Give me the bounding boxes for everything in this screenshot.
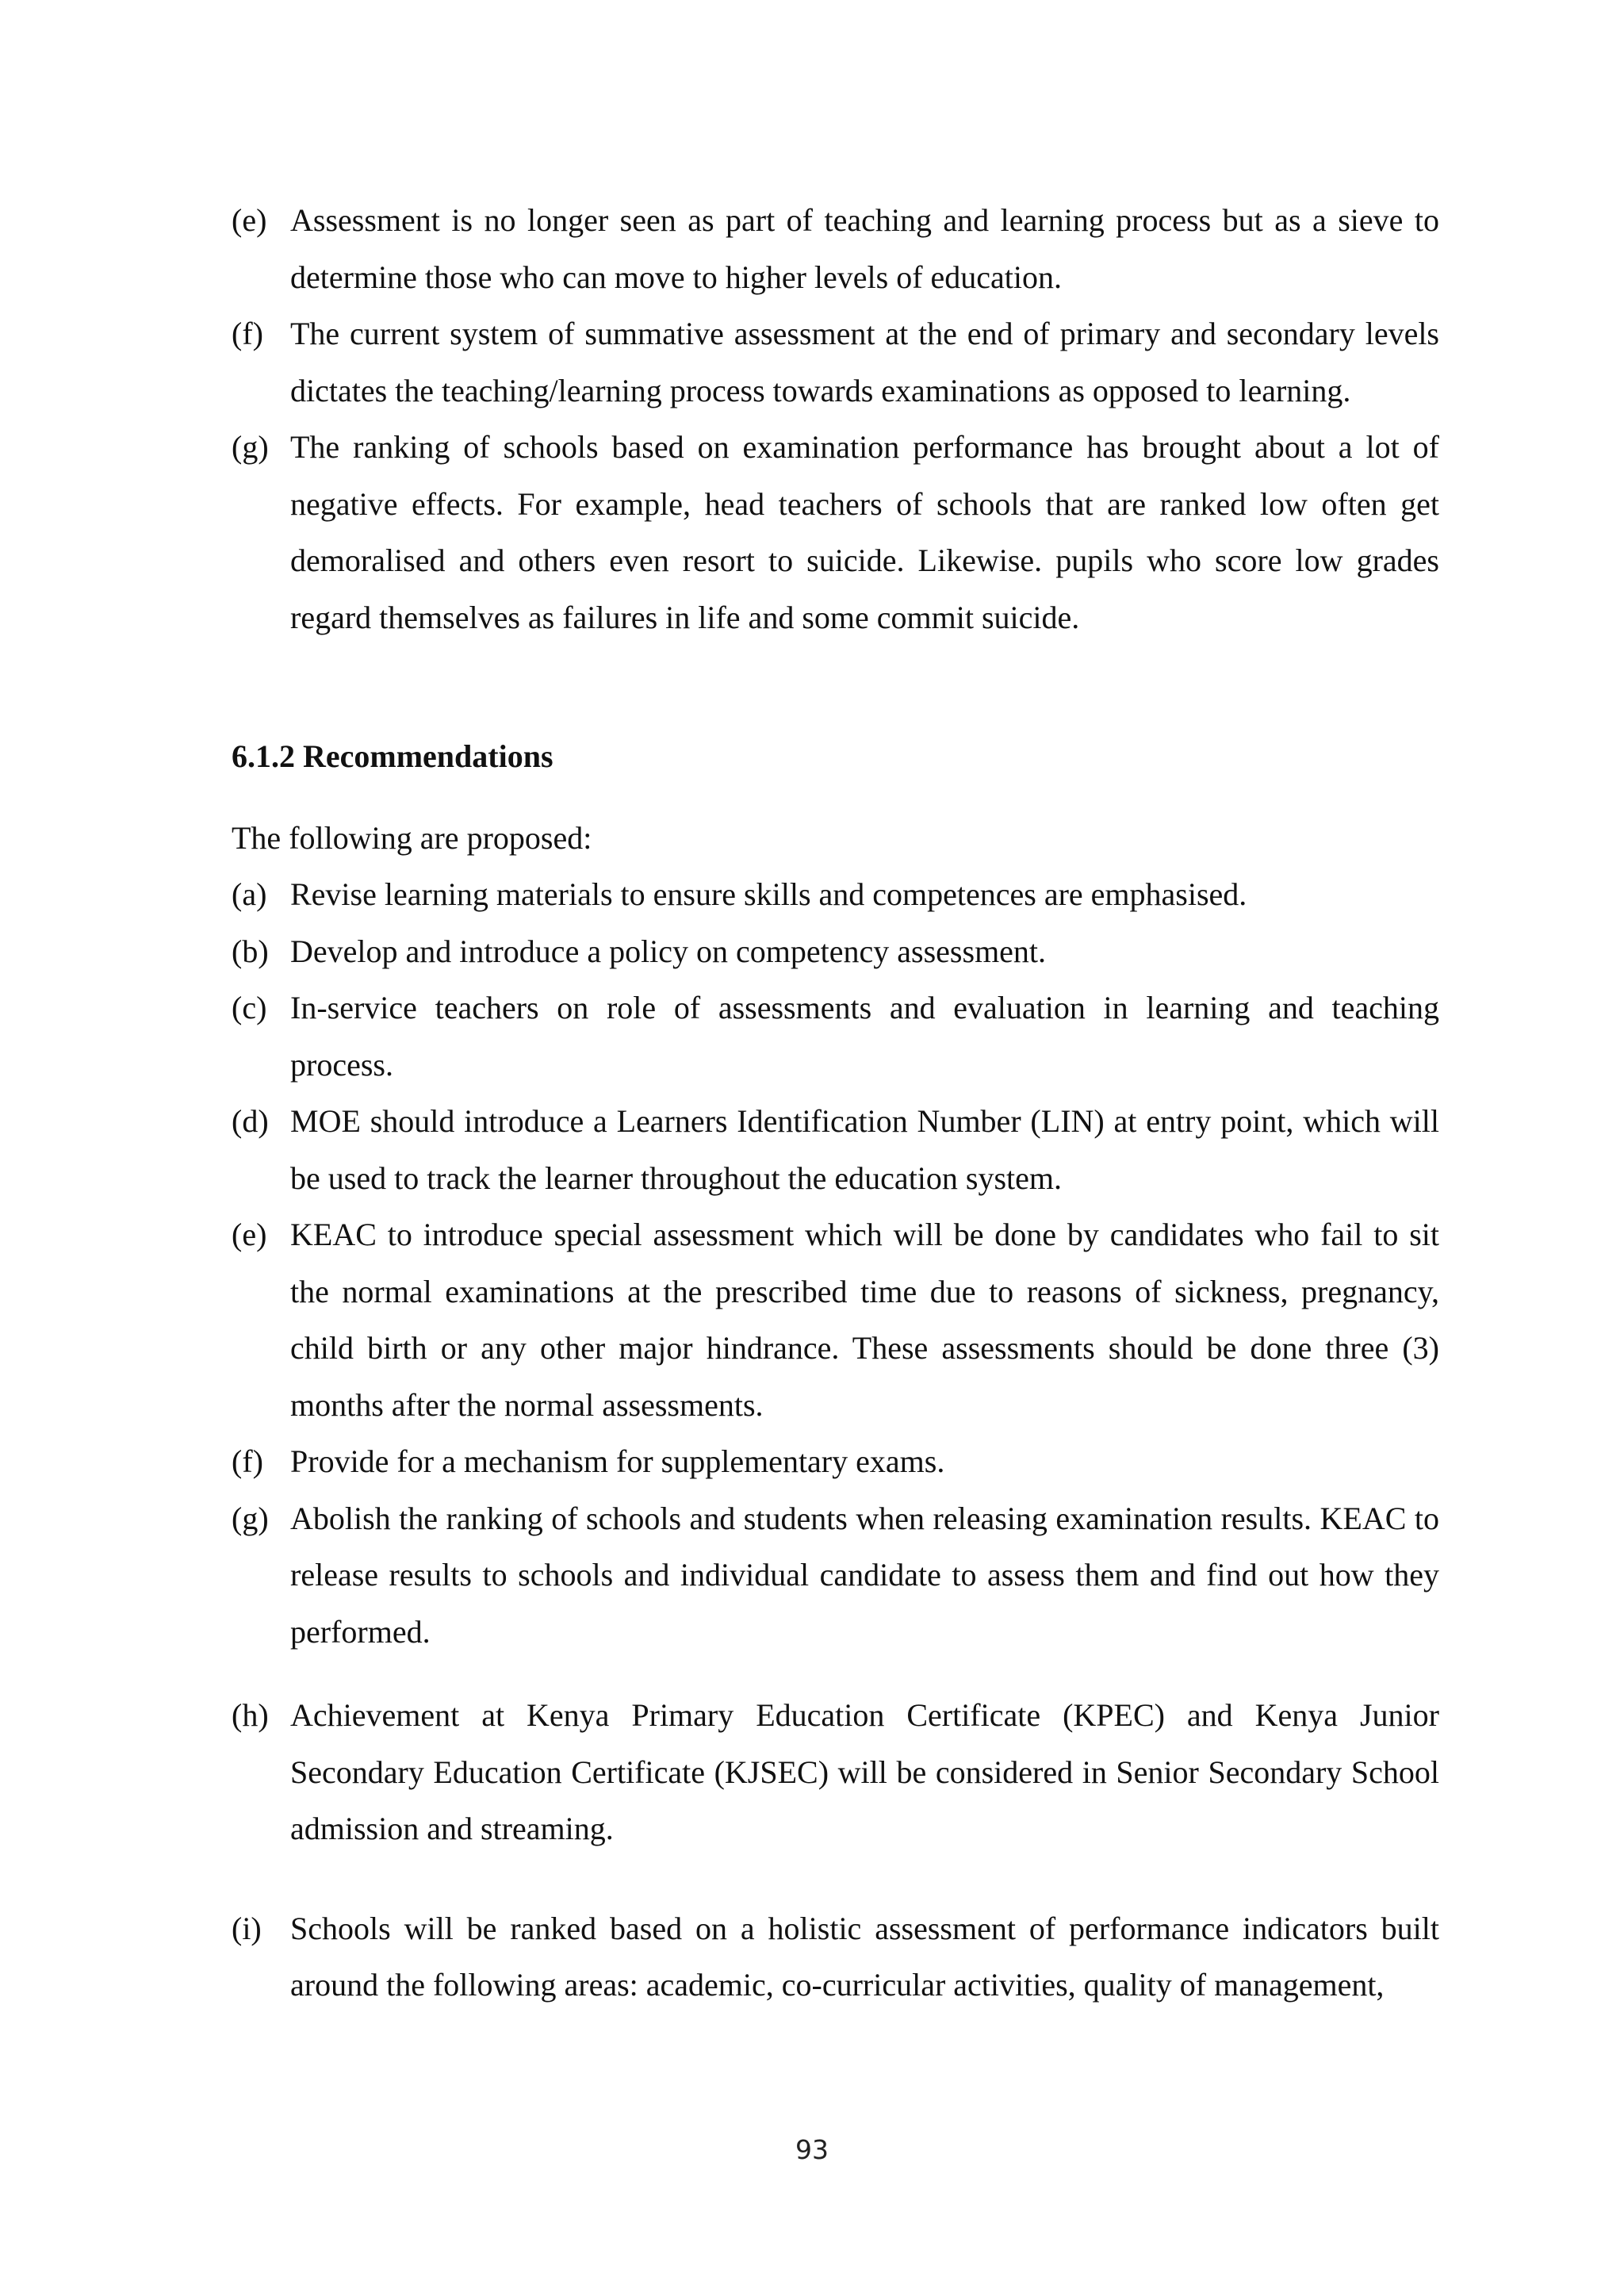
list-label: (f): [232, 316, 263, 351]
list-text: Abolish the ranking of schools and students when releasing examination results. KEAC to release results to schools and individual candidate to assess them and find out how they performed.: [290, 1500, 1439, 1650]
list-text: The ranking of schools based on examination performance has brought about a lot of negative effects. For example, head teachers of schools that are ranked low often get demoralised and others even resort to suicide. Likewise. pupils who score low grades regard themselves as failures in life and some commit suicide.: [290, 429, 1439, 635]
list-text: Achievement at Kenya Primary Education Certificate (KPEC) and Kenya Junior Secondary Education Certificate (KJSEC) will be considered in Senior Secondary School admission and streaming.: [290, 1697, 1439, 1846]
list-label: (g): [232, 1500, 269, 1536]
section-intro: The following are proposed:: [232, 819, 592, 856]
list-label: (d): [232, 1103, 269, 1139]
finding-item-e: [232, 192, 1439, 305]
list-text: MOE should introduce a Learners Identification Number (LIN) at entry point, which will be used to track the learner throughout the education system.: [290, 1103, 1439, 1196]
recommendation-item-d: [232, 1093, 1439, 1206]
recommendation-item-g: [232, 1490, 1439, 1661]
list-label: (f): [232, 1443, 263, 1479]
list-label: (g): [232, 429, 269, 465]
list-label: (i): [232, 1910, 262, 1946]
page-content: [232, 192, 1439, 2014]
page-number: 93: [795, 2134, 829, 2165]
recommendation-item-h: [232, 1687, 1439, 1857]
list-text: Schools will be ranked based on a holistic assessment of performance indicators built around the following areas: academic, co-curricular activities, quality of management,: [290, 1910, 1439, 2003]
list-text: The current system of summative assessment at the end of primary and secondary levels dictates the teaching/learning process towards examinations as opposed to learning.: [290, 316, 1439, 408]
recommendation-item-f: [232, 1433, 1439, 1490]
list-label: (h): [232, 1697, 269, 1733]
section-heading: 6.1.2 Recommendations: [232, 738, 553, 774]
recommendation-item-i: [232, 1900, 1439, 2014]
recommendation-item-b: [232, 923, 1439, 980]
list-text: Develop and introduce a policy on competency assessment.: [290, 933, 1047, 969]
finding-item-g: [232, 419, 1439, 646]
list-text: Revise learning materials to ensure skills and competences are emphasised.: [290, 876, 1247, 912]
list-text: Provide for a mechanism for supplementary exams.: [290, 1443, 945, 1479]
list-label: (e): [232, 1217, 267, 1252]
list-label: (a): [232, 876, 267, 912]
recommendation-item-c: [232, 979, 1439, 1093]
list-text: Assessment is no longer seen as part of teaching and learning process but as a sieve to determine those who can move to higher levels of education.: [290, 202, 1439, 295]
list-label: (b): [232, 933, 269, 969]
list-text: KEAC to introduce special assessment which will be done by candidates who fail to sit the normal examinations at the prescribed time due to reasons of sickness, pregnancy, child birth or any other major hindrance. These assessments should be done three (3) months after the normal assessments.: [290, 1217, 1439, 1423]
finding-item-f: [232, 305, 1439, 419]
recommendation-item-e: [232, 1206, 1439, 1433]
recommendation-item-a: [232, 866, 1439, 923]
list-label: (e): [232, 202, 267, 238]
list-label: (c): [232, 990, 267, 1025]
list-text: In-service teachers on role of assessments and evaluation in learning and teaching process.: [290, 990, 1439, 1083]
